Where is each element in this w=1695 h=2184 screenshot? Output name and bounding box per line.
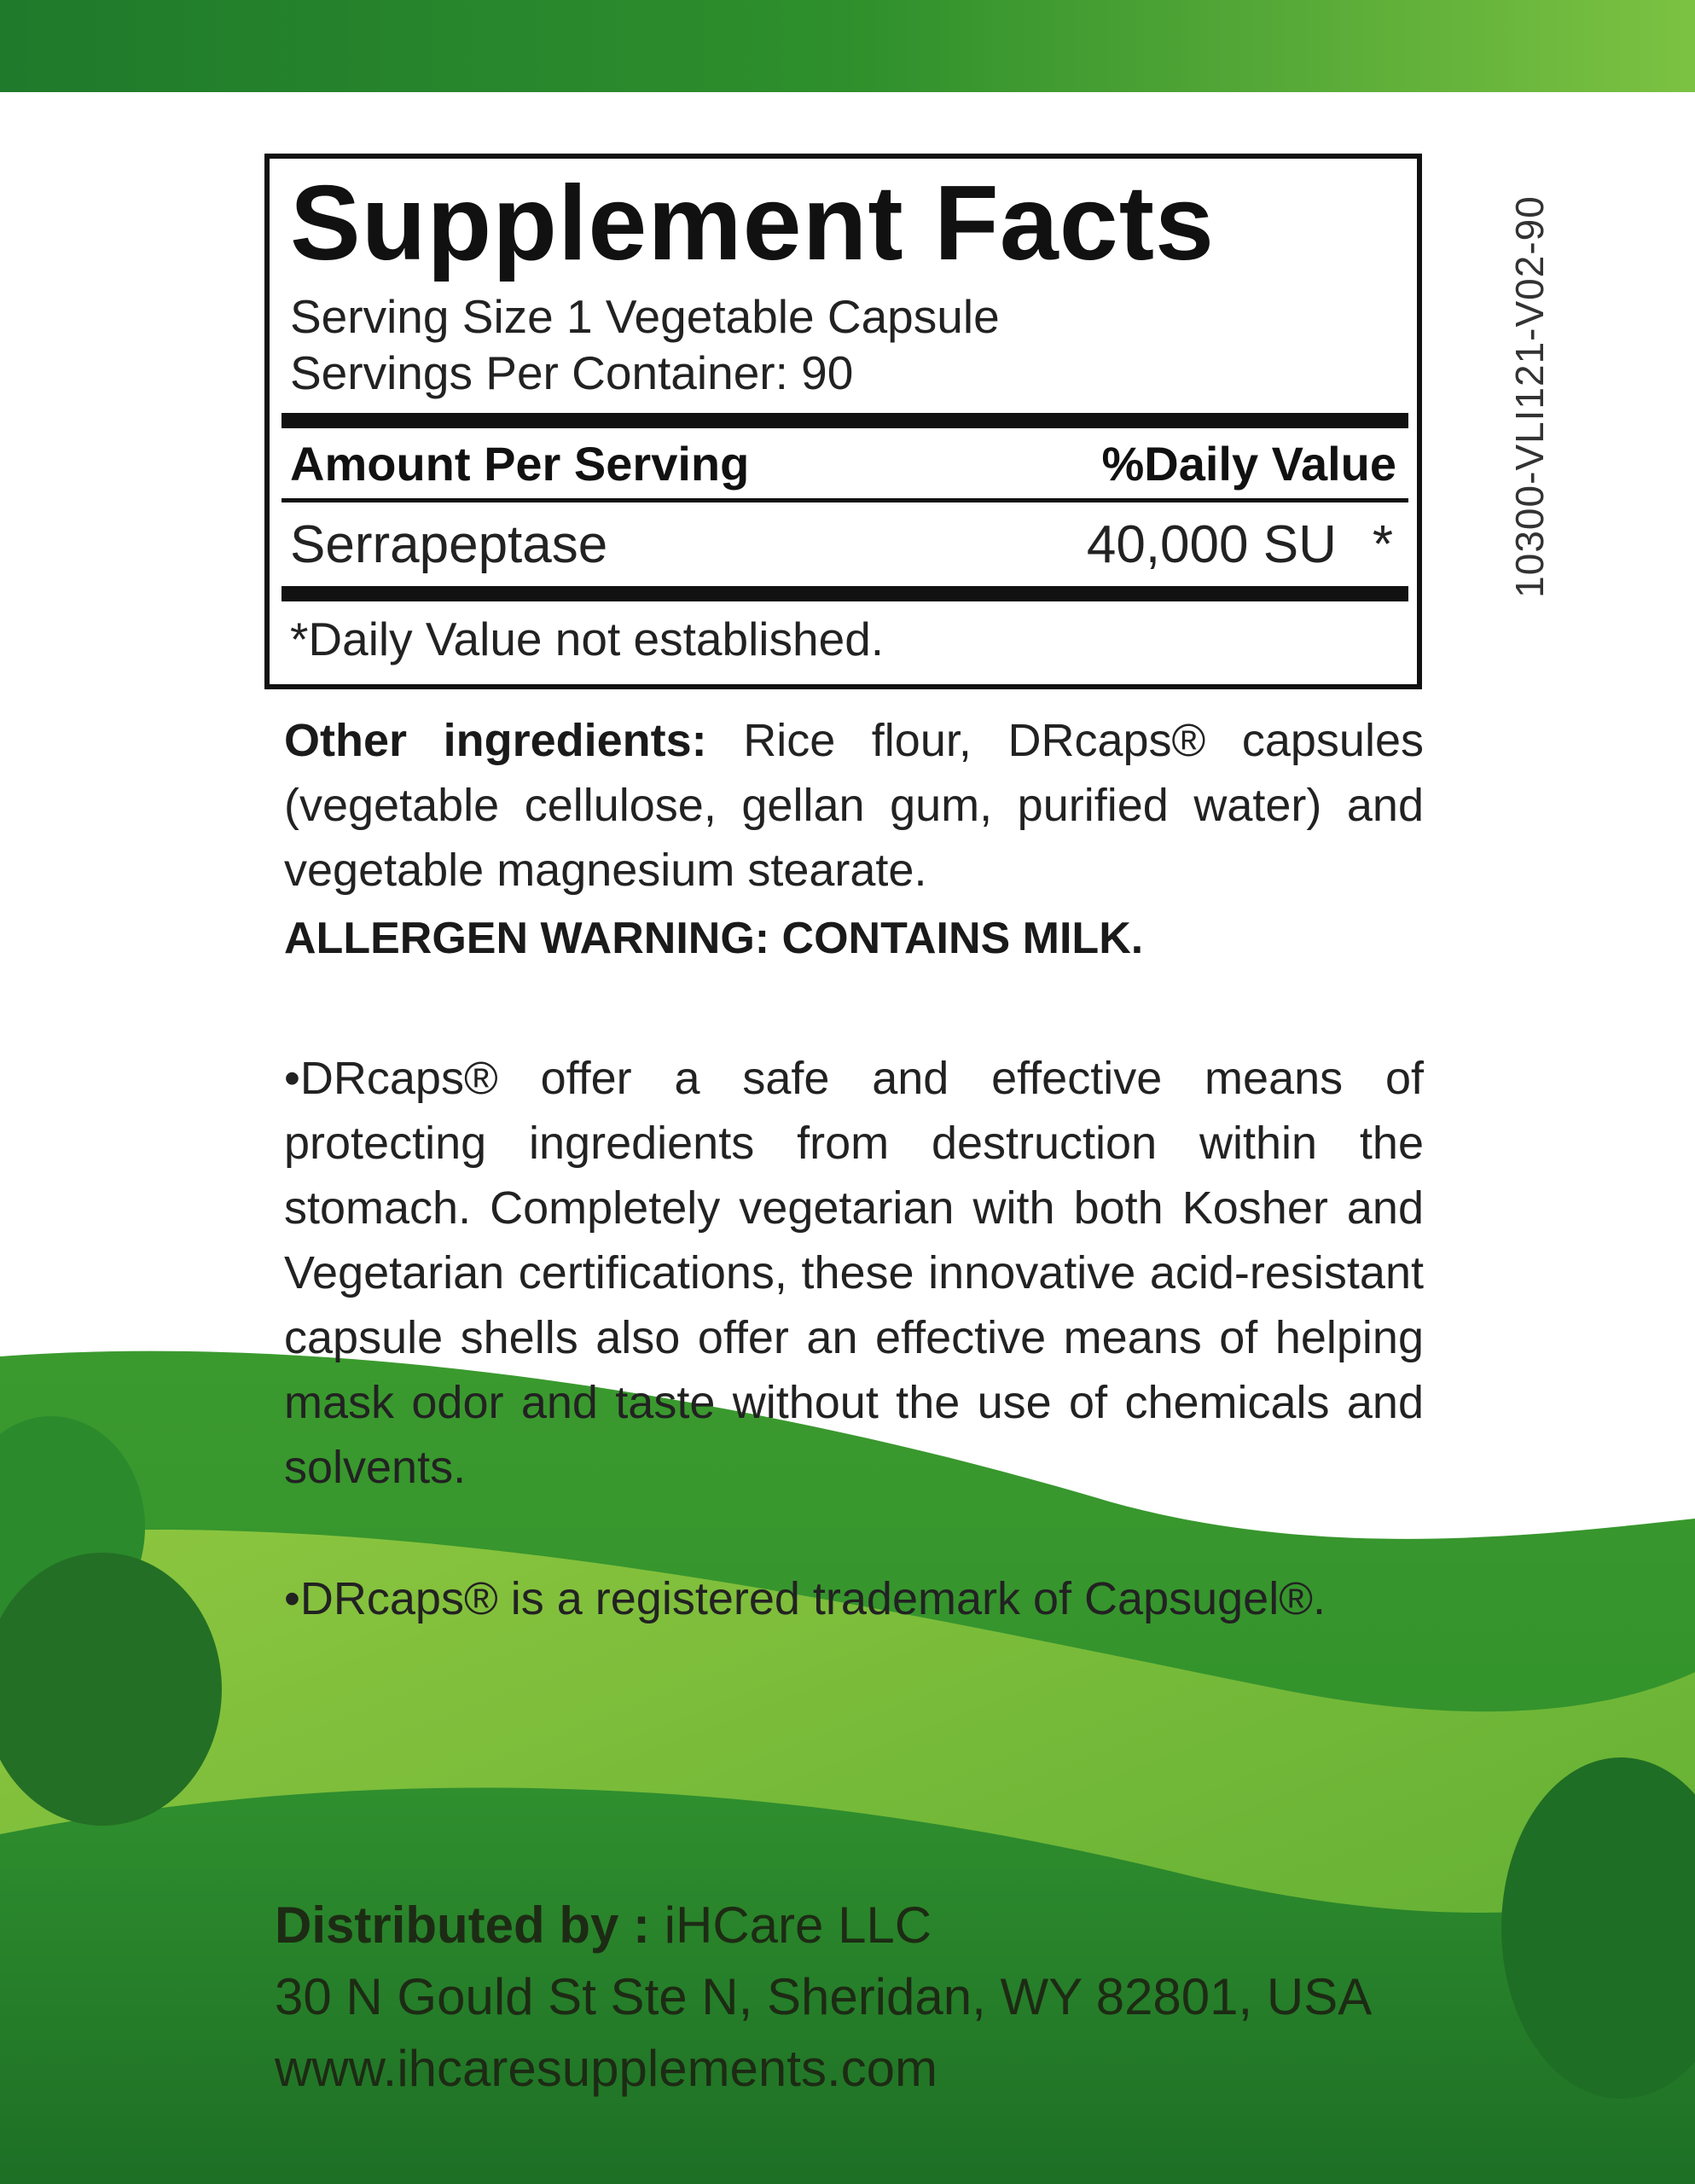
trademark-note: •DRcaps® is a registered trademark of Capsugel®.: [284, 1573, 1326, 1624]
distributor-line: [275, 1890, 1372, 1961]
allergen-warning: ALLERGEN WARNING: CONTAINS MILK.: [284, 914, 1144, 963]
facts-header-row: [290, 428, 1396, 498]
ingredient-amount-group: [1087, 514, 1396, 575]
other-ingredients: [284, 708, 1424, 903]
distributor-name: iHCare LLC: [650, 1896, 932, 1954]
ingredient-dv: *: [1372, 514, 1393, 574]
servings-per-container: Servings Per Container: 90: [290, 346, 854, 399]
amount-per-serving-label: Amount Per Serving: [290, 436, 750, 491]
serving-size: Serving Size 1 Vegetable Capsule: [290, 290, 1000, 343]
drcaps-description: •DRcaps® offer a safe and effective means of protecting ingredients from destruction within the stomach. Completely vegetarian with both Kosher and Vegetarian certifications, these innovative acid-resistant capsule shells also offer an effective means of helping mask odor and taste without the use of chemicals and solvents.: [284, 1053, 1424, 1493]
distributor-website: www.ihcaresupplements.com: [275, 2040, 937, 2097]
other-ingredients-label: Other ingredients:: [284, 715, 707, 766]
distributor-label: Distributed by :: [275, 1896, 651, 1954]
facts-title: Supplement Facts: [290, 165, 1215, 282]
daily-value-label: %Daily Value: [1101, 436, 1396, 491]
lot-code-text: 10300-VLI121-V02-90: [1507, 195, 1552, 598]
supplement-facts-panel: [264, 154, 1422, 689]
thick-divider-bottom: [282, 586, 1408, 601]
ingredient-name: Serrapeptase: [290, 514, 608, 574]
distributor-block: [275, 1890, 1372, 2105]
facts-footnote: *Daily Value not established.: [290, 613, 885, 665]
ingredient-amount: 40,000 SU: [1086, 514, 1337, 574]
side-lot-code: [1504, 171, 1555, 623]
other-ingredients-text: Rice flour, DRcaps® capsules (vegetable cellulose, gellan gum, purified water) and vegetable magnesium stearate.: [284, 715, 1424, 896]
distributor-address: 30 N Gould St Ste N, Sheridan, WY 82801, USA: [275, 1968, 1373, 2025]
thick-divider: [282, 413, 1408, 428]
ingredient-row: [290, 502, 1396, 586]
